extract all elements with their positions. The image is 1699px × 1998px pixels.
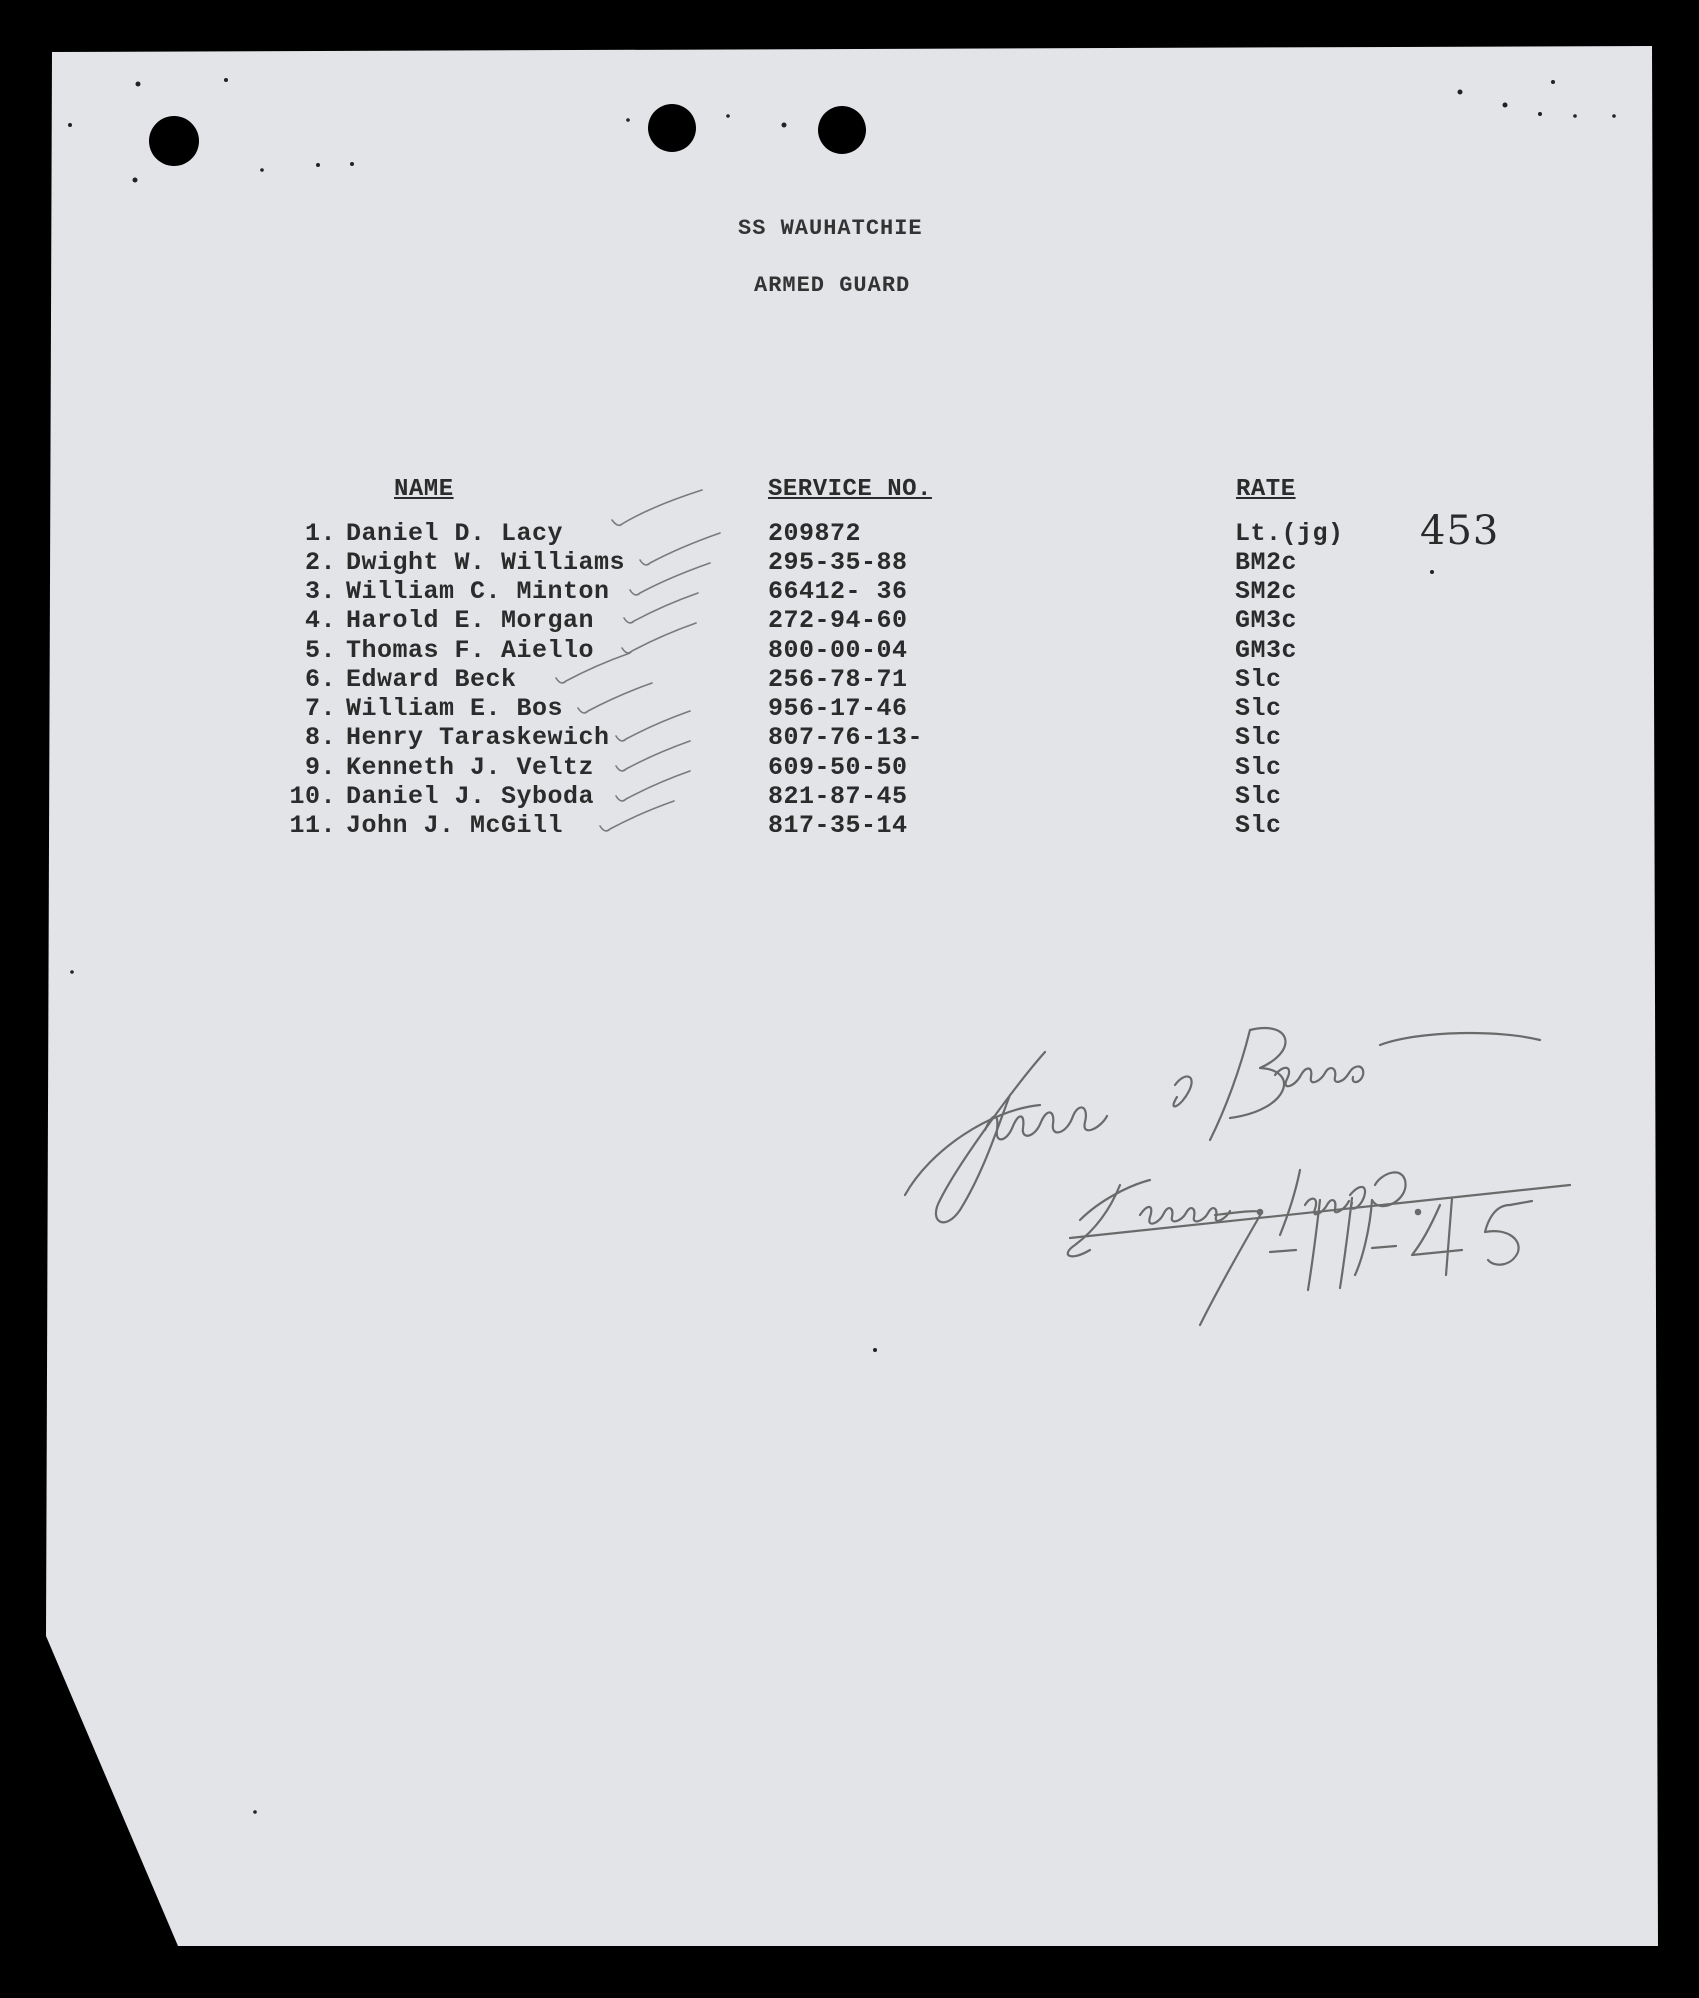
- section-title: ARMED GUARD: [754, 273, 911, 298]
- paper-background: [46, 46, 1658, 1946]
- crew-name: William C. Minton: [346, 577, 610, 606]
- service-number: 209872: [768, 519, 862, 548]
- table-row: [0, 521, 1699, 551]
- row-number: 7.: [304, 694, 336, 723]
- punch-hole-right: [818, 106, 866, 154]
- row-number: 1.: [304, 519, 336, 548]
- table-row: [0, 550, 1699, 580]
- service-number: 272-94-60: [768, 606, 908, 635]
- rate: GM3c: [1235, 636, 1298, 665]
- crew-name: Edward Beck: [346, 665, 517, 694]
- column-header-service-no: SERVICE NO.: [768, 476, 932, 503]
- service-number: 256-78-71: [768, 665, 908, 694]
- rate: Slc: [1235, 782, 1282, 811]
- rate: BM2c: [1235, 548, 1298, 577]
- crew-name: Thomas F. Aiello: [346, 636, 595, 665]
- vessel-title: SS WAUHATCHIE: [738, 216, 923, 241]
- crew-name: Henry Taraskewich: [346, 723, 610, 752]
- crew-name: Dwight W. Williams: [346, 548, 626, 577]
- table-row: [0, 608, 1699, 638]
- page-number: 453: [1420, 508, 1500, 554]
- table-row: [0, 755, 1699, 785]
- table-row: [0, 813, 1699, 843]
- service-number: 817-35-14: [768, 811, 908, 840]
- crew-name: William E. Bos: [346, 694, 564, 723]
- row-number: 8.: [304, 723, 336, 752]
- row-number: 6.: [304, 665, 336, 694]
- column-header-rate: RATE: [1236, 476, 1296, 503]
- rate: Slc: [1235, 665, 1282, 694]
- punch-hole-center: [648, 104, 696, 152]
- service-number: 609-50-50: [768, 753, 908, 782]
- table-row: [0, 667, 1699, 697]
- table-row: [0, 696, 1699, 726]
- crew-name: John J. McGill: [346, 811, 564, 840]
- row-number: 3.: [304, 577, 336, 606]
- rate: Slc: [1235, 753, 1282, 782]
- row-number: 4.: [304, 606, 336, 635]
- table-row: [0, 638, 1699, 668]
- crew-name: Kenneth J. Veltz: [346, 753, 595, 782]
- rate: Slc: [1235, 694, 1282, 723]
- rate: GM3c: [1235, 606, 1298, 635]
- rate: Slc: [1235, 811, 1282, 840]
- rate: Lt.(jg): [1235, 519, 1344, 548]
- rate: Slc: [1235, 723, 1282, 752]
- row-number: 5.: [304, 636, 336, 665]
- rate: SM2c: [1235, 577, 1298, 606]
- table-row: [0, 579, 1699, 609]
- table-row: [0, 725, 1699, 755]
- service-number: 295-35-88: [768, 548, 908, 577]
- row-number: 2.: [304, 548, 336, 577]
- row-number: 11.: [289, 811, 336, 840]
- service-number: 956-17-46: [768, 694, 908, 723]
- crew-name: Daniel J. Syboda: [346, 782, 595, 811]
- column-header-name: NAME: [394, 476, 454, 503]
- table-row: [0, 784, 1699, 814]
- row-number: 9.: [304, 753, 336, 782]
- service-number: 821-87-45: [768, 782, 908, 811]
- service-number: 66412- 36: [768, 577, 908, 606]
- service-number: 807-76-13-: [768, 723, 924, 752]
- punch-hole-left: [149, 116, 199, 166]
- row-number: 10.: [289, 782, 336, 811]
- crew-name: Daniel D. Lacy: [346, 519, 564, 548]
- service-number: 800-00-04: [768, 636, 908, 665]
- crew-name: Harold E. Morgan: [346, 606, 595, 635]
